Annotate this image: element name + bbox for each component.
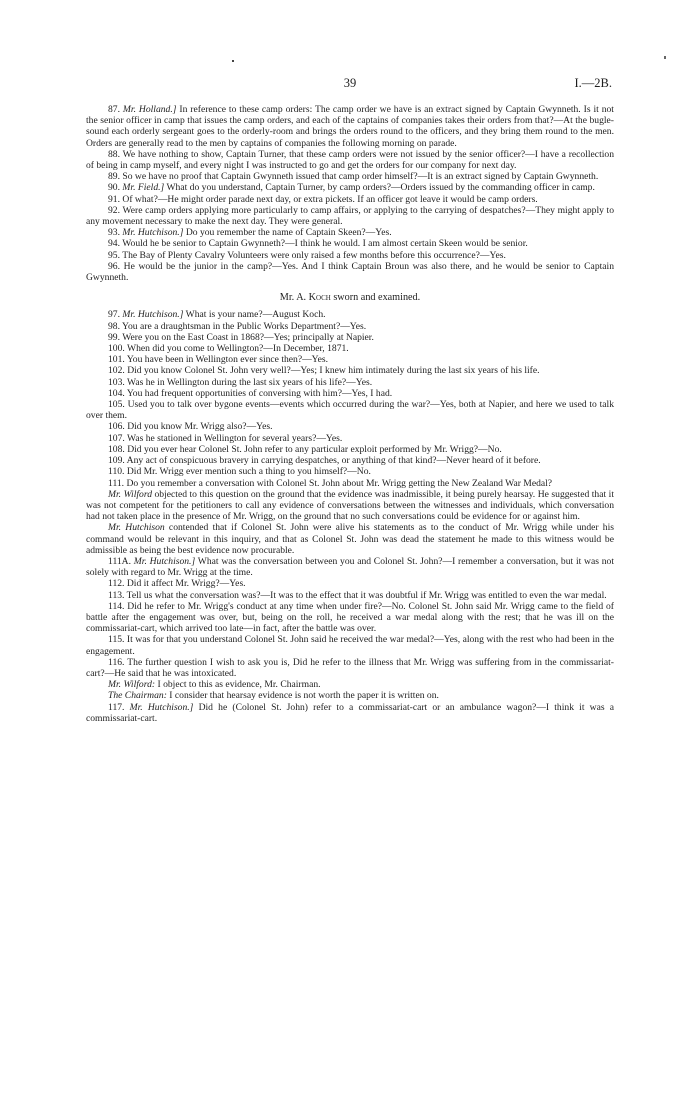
- testimony-text: You had frequent opportunities of conversing with him?—Yes, I had.: [126, 387, 393, 399]
- witness-name: Koch: [308, 292, 331, 304]
- testimony-section-1: [86, 104, 614, 283]
- testimony-paragraph: [86, 104, 614, 149]
- testimony-paragraph: [86, 205, 614, 227]
- testimony-section-2: [86, 309, 614, 724]
- testimony-text: objected to this question on the ground that the evidence was inadmissible, it being purely hearsay. He suggested that it was not competent for the petitioners to call any evidence of conversations between the witnesses and individuals, which conversation had not taken place in the presence of Mr. Wrigg, on the ground that no such conversations could be evidence for or against him.: [86, 488, 614, 523]
- testimony-text: The further question I wish to ask you is, Did he refer to the illness that Mr. Wrigg was suffering from in the commissariat-cart?—He said that he was intoxicated.: [86, 656, 614, 679]
- testimony-text: Did he (Colonel St. John) refer to a commissariat-cart or an ambulance wagon?—I think it was a commissariat-cart.: [86, 701, 615, 724]
- question-number: 99.: [108, 331, 120, 343]
- speaker-name: Mr. Hutchison.]: [133, 555, 196, 567]
- testimony-paragraph: [86, 421, 614, 432]
- testimony-paragraph: [86, 377, 614, 388]
- speaker-name: Mr. Wilford:: [108, 679, 156, 691]
- question-number: 107.: [108, 432, 125, 444]
- testimony-text: What do you understand, Captain Turner, by camp orders?—Orders issued by the commanding officer in camp.: [164, 182, 595, 194]
- question-number: 95.: [108, 249, 120, 261]
- page-number: 39: [343, 76, 357, 90]
- question-number: 98.: [108, 320, 120, 332]
- testimony-text: We have nothing to show, Captain Turner, that these camp orders were not issued by the senior officer?—I have a recollection of being in camp myself, and every night I was instructed to go and get the orders for our company for next day.: [86, 148, 614, 172]
- testimony-paragraph: [86, 321, 614, 332]
- testimony-text: Did Mr. Wrigg ever mention such a thing to you himself?—No.: [126, 466, 371, 478]
- testimony-text: Do you remember the name of Captain Skeen?—Yes.: [183, 227, 392, 239]
- testimony-paragraph: [86, 578, 614, 589]
- testimony-text: What was the conversation between you and Colonel St. John?—I remember a conversation, but it was not solely with regard to Mr. Wrigg at the time.: [86, 555, 614, 579]
- question-number: 97.: [108, 309, 120, 321]
- document-code: I.—2B.: [574, 76, 612, 90]
- testimony-paragraph: [86, 489, 614, 523]
- speaker-name: Mr. Hutchison.]: [129, 701, 194, 713]
- testimony-paragraph: [86, 365, 614, 376]
- testimony-paragraph: [86, 478, 614, 489]
- testimony-text: Did he refer to Mr. Wrigg's conduct at any time when under fire?—No. Colonel St. John said Mr. Wrigg came to the field of battle after the engagement was over, but, being on the roll, he received a war medal along with the rest; that he was ill on the commissariat-cart, which arrived too late—in fact, after the battle was over.: [86, 600, 614, 635]
- testimony-paragraph: [86, 634, 614, 656]
- witness-heading: [86, 292, 614, 303]
- document-body: [86, 104, 614, 724]
- testimony-paragraph: [86, 466, 614, 477]
- testimony-paragraph: [86, 590, 614, 601]
- testimony-paragraph: [86, 354, 614, 365]
- testimony-paragraph: [86, 702, 614, 724]
- question-number: 94.: [108, 238, 120, 250]
- testimony-text: You are a draughtsman in the Public Works Department?—Yes.: [122, 320, 367, 332]
- testimony-paragraph: [86, 433, 614, 444]
- testimony-text: When did you come to Wellington?—In December, 1871.: [127, 343, 349, 355]
- question-number: 103.: [108, 376, 125, 388]
- testimony-text: Was he in Wellington during the last six years of his life?—Yes.: [127, 376, 373, 388]
- question-number: 93.: [108, 227, 120, 239]
- question-number: 102.: [108, 365, 125, 377]
- testimony-paragraph: [86, 679, 614, 690]
- speaker-name: Mr. Wilford: [108, 488, 152, 500]
- testimony-text: contended that if Colonel St. John were alive his statements as to the conduct of Mr. Wrigg while under his command would be relevant in this inquiry, and that as Colonel St. John was dead the statement he made to this witness would be admissible as being the best evidence now procurable.: [86, 522, 614, 556]
- question-number: 109.: [108, 455, 125, 467]
- testimony-paragraph: [86, 388, 614, 399]
- question-number: 111A.: [108, 555, 132, 567]
- question-number: 115.: [108, 634, 125, 646]
- testimony-text: I consider that hearsay evidence is not worth the paper it is written on.: [166, 690, 439, 702]
- testimony-text: In reference to these camp orders: The camp order we have is an extract signed by Captain Gwynneth. Is it not the senior officer in camp that issues the camp orders, and each of the captains of companies takes their orders from that?—At the bugle-sound each orderly sergeant goes to the orderly-room and brings the orders round to the officers, and they bring them round to the men. Orders are generally read to the men by captains of companies the following morning on parade.: [86, 104, 614, 149]
- page-mark: [664, 56, 666, 59]
- testimony-paragraph: [86, 657, 614, 679]
- speaker-name: Mr. Field.]: [122, 182, 165, 194]
- question-number: 111.: [108, 477, 125, 489]
- question-number: 117.: [108, 701, 125, 713]
- question-number: 91.: [108, 193, 120, 205]
- testimony-paragraph: [86, 399, 614, 421]
- testimony-paragraph: [86, 343, 614, 354]
- witness-suffix: sworn and examined.: [330, 292, 421, 304]
- testimony-text: You have been in Wellington ever since then?—Yes.: [126, 354, 329, 366]
- testimony-paragraph: [86, 444, 614, 455]
- page-mark: [232, 60, 234, 62]
- question-number: 116.: [108, 656, 125, 668]
- testimony-text: Was he stationed in Wellington for several years?—Yes.: [127, 432, 343, 444]
- testimony-paragraph: [86, 194, 614, 205]
- question-number: 104.: [108, 387, 125, 399]
- question-number: 89.: [108, 171, 120, 183]
- testimony-paragraph: [86, 455, 614, 466]
- testimony-text: I object to this as evidence, Mr. Chairman.: [155, 679, 321, 691]
- testimony-text: The Bay of Plenty Cavalry Volunteers were only raised a few months before this occurrence?—Yes.: [122, 249, 506, 261]
- testimony-text: Did it affect Mr. Wrigg?—Yes.: [126, 578, 246, 590]
- question-number: 105.: [108, 399, 125, 411]
- testimony-paragraph: [86, 171, 614, 182]
- testimony-text: Did you know Colonel St. John very well?—Yes; I knew him intimately during the last six years of his life.: [127, 365, 540, 377]
- testimony-paragraph: [86, 601, 614, 635]
- speaker-name: Mr. Holland.]: [122, 104, 177, 115]
- testimony-text: So we have no proof that Captain Gwynneth issued that camp order himself?—It is an extract signed by Captain Gwynneth.: [122, 171, 599, 183]
- testimony-text: Of what?—He might order parade next day, or extra pickets. If an officer got leave it would be camp orders.: [122, 193, 538, 205]
- testimony-paragraph: [86, 309, 614, 320]
- question-number: 90.: [108, 182, 120, 194]
- question-number: 108.: [108, 443, 125, 455]
- question-number: 106.: [108, 421, 125, 433]
- question-number: 114.: [108, 600, 125, 612]
- question-number: 101.: [108, 354, 125, 366]
- testimony-paragraph: [86, 149, 614, 171]
- speaker-name: Mr. Hutchison: [108, 522, 165, 534]
- testimony-text: He would be the junior in the camp?—Yes. And I think Captain Broun was also there, and he would be senior to Captain Gwynneth.: [86, 260, 614, 284]
- testimony-text: Used you to talk over bygone events—events which occurred during the war?—Yes, both at Napier, and here we used to talk over them.: [86, 399, 614, 422]
- testimony-paragraph: [86, 261, 614, 283]
- testimony-paragraph: [86, 238, 614, 249]
- question-number: 87.: [108, 104, 120, 115]
- question-number: 110.: [108, 466, 125, 478]
- speaker-name: The Chairman:: [108, 690, 167, 702]
- question-number: 112.: [108, 578, 125, 590]
- testimony-paragraph: [86, 332, 614, 343]
- testimony-text: Tell us what the conversation was?—It was to the effect that it was doubtful if Mr. Wrigg was entitled to even the war medal.: [126, 589, 607, 601]
- testimony-text: Did you know Mr. Wrigg also?—Yes.: [127, 421, 273, 433]
- testimony-paragraph: [86, 522, 614, 556]
- question-number: 92.: [108, 204, 120, 216]
- witness-prefix: Mr. A.: [279, 292, 309, 304]
- testimony-text: Were you on the East Coast in 1868?—Yes; principally at Napier.: [122, 331, 374, 343]
- question-number: 100.: [108, 343, 125, 355]
- speaker-name: Mr. Hutchison.]: [122, 227, 184, 239]
- testimony-text: Would he be senior to Captain Gwynneth?—I think he would. I am almost certain Skeen would be senior.: [122, 238, 528, 250]
- page-header: [88, 76, 612, 94]
- testimony-text: Do you remember a conversation with Colonel St. John about Mr. Wrigg getting the New Zealand War Medal?: [126, 477, 553, 489]
- testimony-paragraph: [86, 182, 614, 193]
- testimony-paragraph: [86, 250, 614, 261]
- testimony-paragraph: [86, 556, 614, 578]
- testimony-paragraph: [86, 227, 614, 238]
- speaker-name: Mr. Hutchison.]: [122, 309, 184, 321]
- testimony-text: Were camp orders applying more particularly to camp affairs, or applying to the carrying of despatches?—They might apply to any movement necessary to make the next day. They were general.: [86, 204, 614, 228]
- testimony-text: Any act of conspicuous bravery in carrying despatches, or anything of that kind?—Never heard of it before.: [126, 455, 541, 467]
- testimony-text: Did you ever hear Colonel St. John refer to any particular exploit performed by Mr. Wrigg?—No.: [127, 443, 502, 455]
- testimony-text: What is your name?—August Koch.: [183, 309, 326, 321]
- question-number: 96.: [108, 260, 120, 272]
- testimony-paragraph: [86, 690, 614, 701]
- question-number: 88.: [108, 148, 120, 160]
- question-number: 113.: [108, 589, 125, 601]
- testimony-text: It was for that you understand Colonel St. John said he received the war medal?—Yes, along with the rest who had been in the engagement.: [86, 634, 614, 657]
